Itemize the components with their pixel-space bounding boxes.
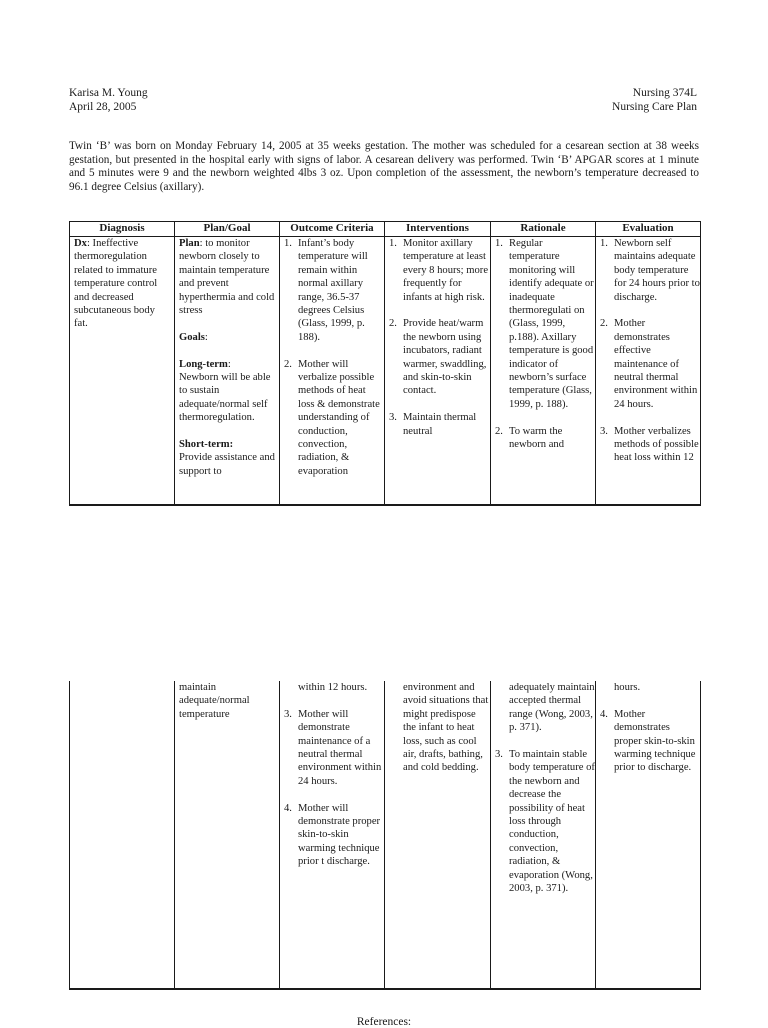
long-term-colon: : [227,358,231,370]
plan-label: Plan [179,238,200,249]
list-item [385,317,490,397]
item-number: 2. [284,358,292,370]
document-type: Nursing Care Plan [612,101,697,113]
item-number: 4. [284,802,292,814]
item-text: Regular temperature monitoring will identify adequate or inadequate thermoregulati on (Glass, 1999, p.188). Axillary temperature is good indicator of newborn’s surface temperature (Glass, 1999, p. 188). [509,238,594,410]
rationale-cell [491,237,596,506]
item-number: 4. [600,708,608,720]
list-item [491,748,595,895]
header-evaluation: Evaluation [596,222,701,237]
plan-goal-cell-continued [175,681,280,989]
list-item [596,681,700,694]
long-term-label: Long-term [179,358,228,370]
diagnosis-text: : Ineffective thermoregulation related to immature temperature control and decreased subcutaneous body fat. [74,238,158,330]
short-term-label: Short-term: [179,439,234,451]
header-diagnosis: Diagnosis [70,222,175,237]
item-text: hours. [614,682,641,693]
item-number: 1. [284,238,292,249]
interventions-cell [385,237,491,506]
item-number: 1. [389,238,397,249]
item-text: Mother demonstrates effective maintenance of neutral thermal environment within 24 hours. [614,318,698,410]
header-rationale: Rationale [491,222,596,237]
author-block [69,86,148,114]
course-block [612,86,697,114]
care-plan-table-page-2 [69,681,701,990]
item-text: adequately maintain accepted thermal range (Wong, 2003, p. 371). [509,682,595,734]
evaluation-cell-continued [596,681,701,989]
list-item [596,237,700,304]
list-item [385,237,490,304]
list-item [596,317,700,411]
diagnosis-cell [70,237,175,506]
item-number: 2. [389,318,397,330]
case-intro-paragraph: Twin ‘B’ was born on Monday February 14, 2005 at 35 weeks gestation. The mother was scheduled for a cesarean section at 38 weeks gestation, but presented in the hospital early with signs of labor. A cesarean delivery was performed. Twin ‘B’ APGAR scores at 1 minute and 5 minutes were 9 and the newborn weighted 4lbs 3 oz. Upon completion of the assessment, the newborn’s temperature decreased to 96.1 degree Celsius (axillary). [69,140,699,193]
list-item [385,411,490,438]
evaluation-list-continued [596,681,700,775]
item-number: 1. [495,238,503,249]
interventions-list [385,237,490,438]
item-number: 2. [600,318,608,330]
author-name: Karisa M. Young [69,87,148,99]
rationale-list [491,237,595,451]
interventions-list-continued [385,681,490,775]
list-item [280,802,384,869]
outcome-criteria-cell-continued [280,681,385,989]
care-plan-table-page-1 [69,221,701,506]
list-item [491,237,595,411]
table-header-row [70,222,701,237]
item-text: To warm the newborn and [509,425,565,451]
list-item [491,425,595,452]
list-item [491,681,595,735]
course-name: Nursing 374L [632,87,697,99]
document-date: April 28, 2005 [69,101,137,113]
item-text: Monitor axillary temperature at least every 8 hours; more frequently for infants at high risk. [403,238,489,303]
outcome-criteria-cell [280,237,385,506]
list-item [280,708,384,788]
item-text: Mother will demonstrate proper skin-to-skin warming technique prior t discharge. [298,802,381,868]
plan-continued-text: maintain adequate/normal temperature [179,682,250,720]
item-text: Infant’s body temperature will remain within normal axillary range, 36.5-37 degrees Celsius (Glass, 1999, p. 188). [298,238,368,343]
goals-colon: : [204,331,208,343]
long-term-text: Newborn will be able to sustain adequate/normal self thermoregulation. [179,372,271,424]
item-number: 3. [495,749,503,761]
list-item [596,708,700,775]
item-number: 1. [600,238,608,249]
list-item [385,681,490,775]
item-text: within 12 hours. [298,682,368,693]
item-text: Mother will verbalize possible methods of heat loss & demonstrate understanding of conduction, convection, radiation, & evaporation [298,358,380,477]
goals-label: Goals [179,331,205,343]
diagnosis-label: Dx [74,238,87,249]
item-text: Mother demonstrates proper skin-to-skin warming technique prior to discharge. [614,708,696,774]
list-item [280,358,384,479]
outcome-criteria-list [280,237,384,478]
list-item [280,681,384,694]
item-text: Provide heat/warm the newborn using incubators, radiant warmer, swaddling, and skin-to-skin contact. [403,318,487,397]
list-item [596,425,700,465]
item-text: Newborn self maintains adequate body temperature for 24 hours prior to discharge. [614,238,700,303]
list-item [280,237,384,344]
references-heading: References: [356,1016,412,1028]
rationale-list-continued [491,681,595,895]
item-number: 2. [495,425,503,437]
header-plan-goal: Plan/Goal [175,222,280,237]
item-text: To maintain stable body temperature of the newborn and decrease the possibility of heat loss through conduction, convection, radiation, & evaporation (Wong, 2003, p. 371). [509,749,595,895]
item-number: 3. [389,412,397,424]
item-text: Maintain thermal neutral [403,412,477,437]
table-row [70,237,701,506]
short-term-text: Provide assistance and support to [179,452,275,477]
header-outcome-criteria: Outcome Criteria [280,222,385,237]
item-text: Mother verbalizes methods of possible heat loss within 12 [614,425,699,464]
outcome-criteria-list-continued [280,681,384,869]
rationale-cell-continued [491,681,596,989]
item-text: environment and avoid situations that might predispose the infant to heat loss, such as cool air, drafts, bathing, and cold bedding. [403,682,489,774]
header-interventions: Interventions [385,222,491,237]
evaluation-list [596,237,700,465]
diagnosis-cell-continued [70,681,175,989]
item-number: 3. [284,708,292,720]
plan-goal-cell [175,237,280,506]
item-text: Mother will demonstrate maintenance of a neutral thermal environment within 24 hours. [298,708,382,787]
interventions-cell-continued [385,681,491,989]
evaluation-cell [596,237,701,506]
table-row [70,681,701,989]
item-number: 3. [600,425,608,437]
plan-text: : to monitor newborn closely to maintain temperature and prevent hyperthermia and cold stress [179,238,275,317]
